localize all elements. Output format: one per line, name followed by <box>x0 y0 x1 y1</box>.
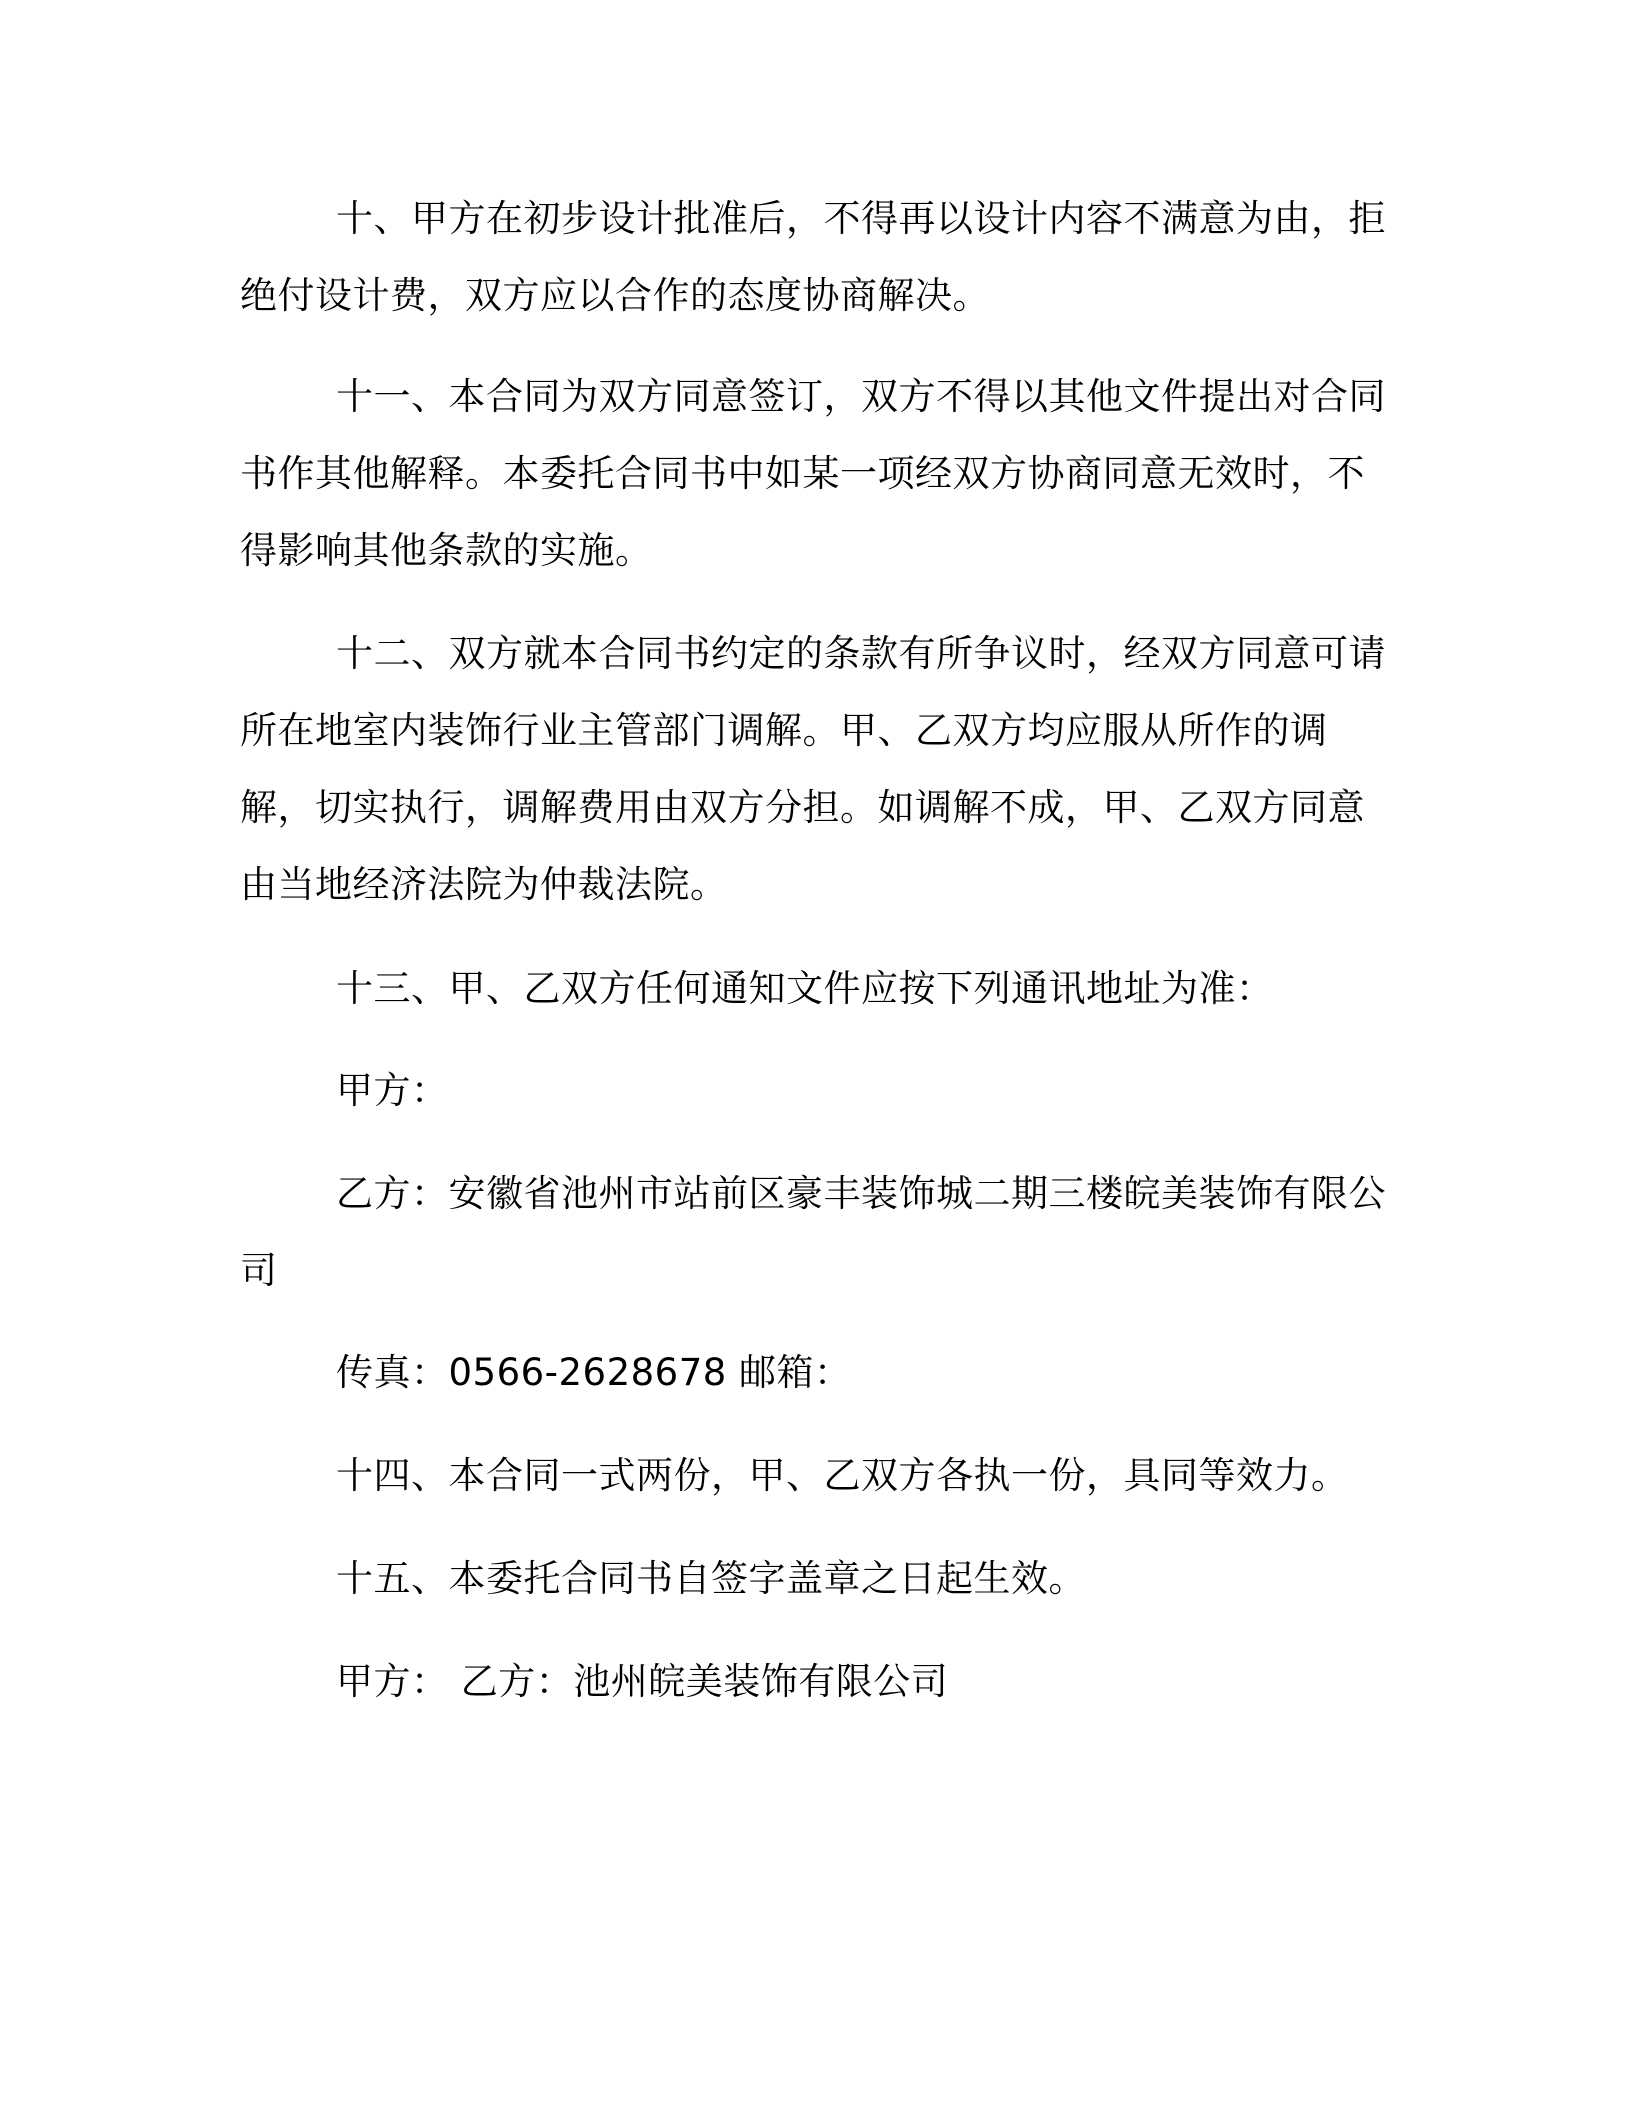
clause-14-paragraph: 十四、本合同一式两份，甲、乙双方各执一份，具同等效力。 <box>336 1454 1349 1497</box>
signature-line: 甲方： 乙方：池州皖美装饰有限公司 <box>336 1660 949 1703</box>
clause-11-paragraph: 十一、本合同为双方同意签订，双方不得以其他文件提出对合同书作其他解释。本委托合同书中如某一项经双方协商同意无效时，不得影响其他条款的实施。 <box>240 375 1386 572</box>
fax-email-line: 传真：0566-2628678 邮箱： <box>336 1351 852 1394</box>
party-b-address: 乙方：安徽省池州市站前区豪丰装饰城二期三楼皖美装饰有限公司 <box>240 1172 1386 1292</box>
clause-13-paragraph: 十三、甲、乙双方任何通知文件应按下列通讯地址为准： <box>336 967 1274 1010</box>
party-a-address: 甲方： <box>336 1069 449 1112</box>
clause-10-paragraph: 十、甲方在初步设计批准后，不得再以设计内容不满意为由，拒绝付设计费，双方应以合作的态度协商解决。 <box>240 197 1386 317</box>
clause-15-paragraph: 十五、本委托合同书自签字盖章之日起生效。 <box>336 1557 1086 1600</box>
clause-12-paragraph: 十二、双方就本合同书约定的条款有所争议时，经双方同意可请所在地室内装饰行业主管部门调解。甲、乙双方均应服从所作的调解，切实执行，调解费用由双方分担。如调解不成，甲、乙双方同意由当地经济法院为仲裁法院。 <box>240 632 1386 906</box>
